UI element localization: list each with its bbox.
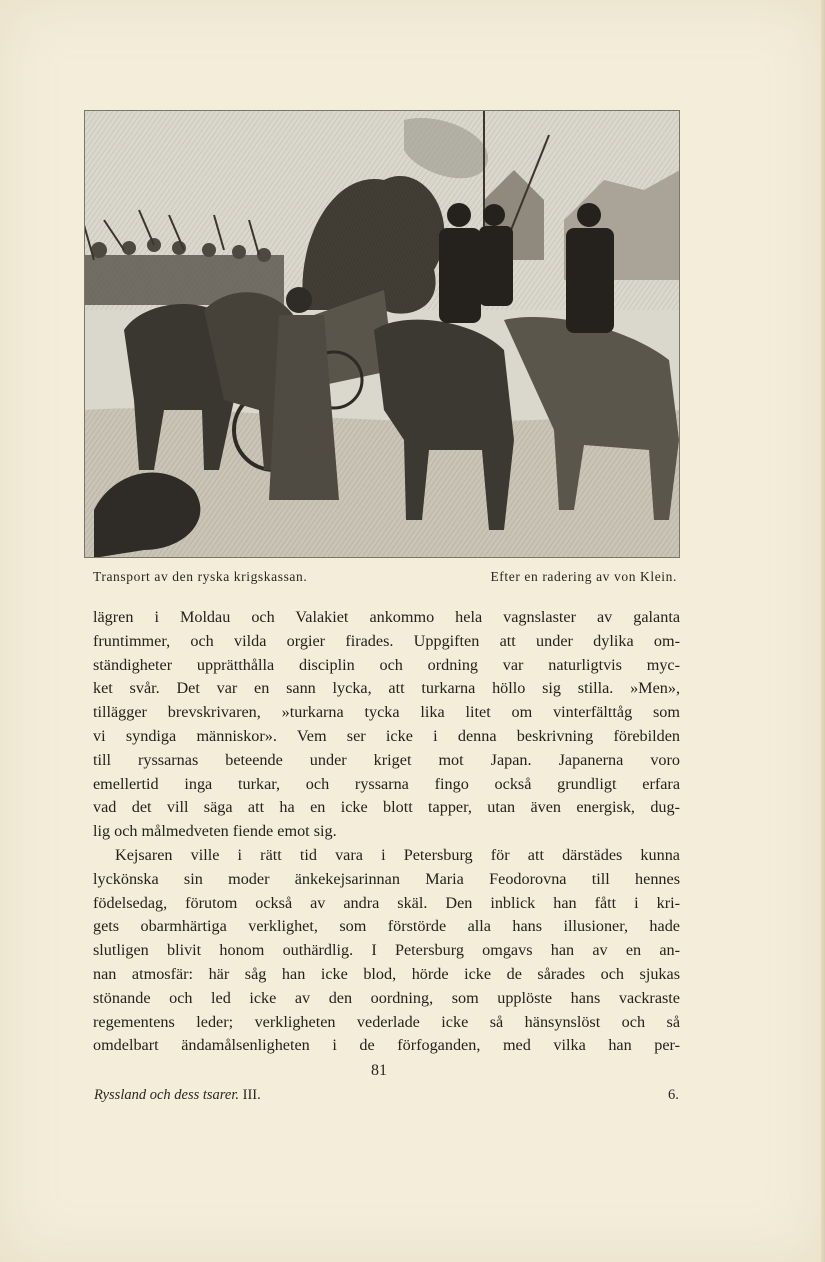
text-line: tillägger brevskrivaren, »turkarna tycka lika litet om vinterfälttåg som: [93, 703, 680, 722]
text-line: fruntimmer, och vilda orgier firades. Uppgiften att under dylika om-: [93, 631, 680, 650]
text-line: födelsedag, förutom också av andra skäl. Den inblick han fått i kri-: [93, 893, 680, 912]
page-number: 81: [371, 1062, 387, 1079]
text-line: till ryssarnas beteende under kriget mot Japan. Japanerna voro: [93, 750, 680, 769]
text-line: ket svår. Det var en sann lycka, att turkarna höllo sig stilla. »Men»,: [93, 679, 680, 698]
page-edge: [821, 0, 825, 1262]
text-line: ständigheter upprätthålla disciplin och ordning var naturligtvis myc-: [93, 655, 680, 674]
body-text: [93, 606, 680, 1058]
illustration-engraving: [84, 110, 680, 558]
footer-signature: 6.: [668, 1087, 679, 1103]
caption-credit: Efter en radering av von Klein.: [490, 569, 677, 584]
text-line: lig och målmedveten fiende emot sig.: [93, 822, 337, 841]
text-line: emellertid inga turkar, och ryssarna fingo också grundligt erfara: [93, 774, 680, 793]
text-line: lyckönska sin moder änkekejsarinnan Maria Feodorovna till hennes: [93, 869, 680, 888]
text-line: omdelbart ändamålsenligheten i de förfoganden, med vilka han per-: [93, 1036, 680, 1055]
text-line: vad det vill säga att ha en icke blott tapper, utan även energisk, dug-: [93, 798, 680, 817]
text-line: lägren i Moldau och Valakiet ankommo hela vagnslaster av galanta: [93, 608, 680, 626]
text-line: nan atmosfär: här såg han icke blod, hörde icke de sårades och sjukas: [93, 964, 680, 983]
text-line: gets obarmhärtiga verklighet, som förstörde alla hans illusioner, hade: [93, 917, 680, 936]
text-line: stönande och led icke av den oordning, som upplöste hans vackraste: [93, 988, 680, 1007]
paragraph-2: [93, 844, 680, 1058]
text-line: vi syndiga människor». Vem ser icke i denna beskrivning förebilden: [93, 726, 680, 745]
footer-volume: III.: [242, 1087, 261, 1103]
footer-book-title: [94, 1087, 261, 1104]
text-line: regementens leder; verkligheten vederlade icke så hänsynslöst och så: [93, 1012, 680, 1031]
text-line: Kejsaren ville i rätt tid vara i Petersburg för att därstädes kunna: [115, 845, 680, 864]
caption-title: Transport av den ryska krigskassan.: [93, 569, 308, 584]
text-line: slutligen blivit honom outhärdlig. I Petersburg omgavs han av en an-: [93, 941, 680, 960]
paragraph-1: [93, 606, 680, 844]
footer-title: Ryssland och dess tsarer.: [94, 1087, 243, 1103]
